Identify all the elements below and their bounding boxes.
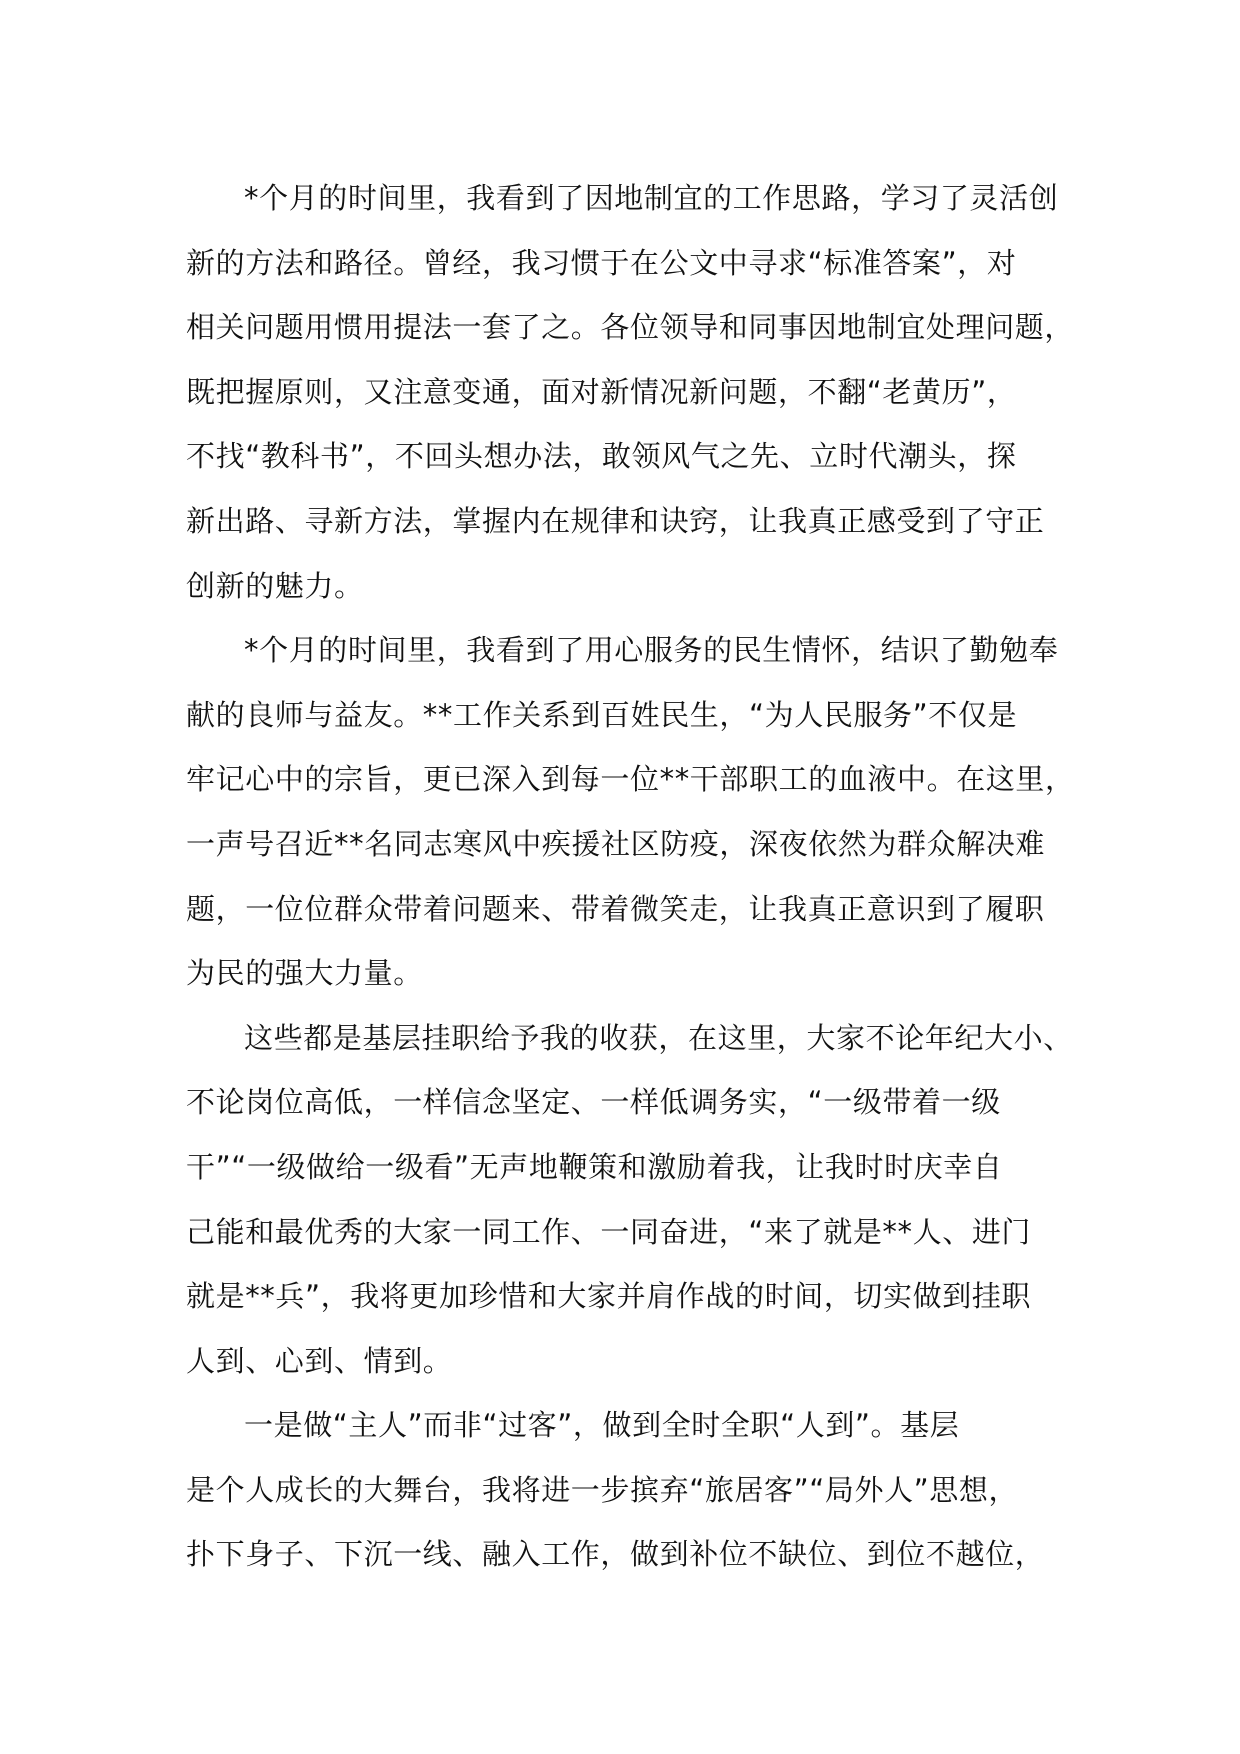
paragraph-3-line-1: 这些都是基层挂职给予我的收获，在这里，大家不论年纪大小、 [244, 1020, 1073, 1055]
paragraph-3-line-6: 人到、心到、情到。 [186, 1343, 453, 1378]
paragraph-3-line-3: 干”“一级做给一级看”无声地鞭策和激励着我，让我时时庆幸自 [186, 1149, 1003, 1184]
paragraph-1-line-7: 创新的魅力。 [186, 568, 364, 603]
paragraph-2-line-3: 牢记心中的宗旨，更已深入到每一位**干部职工的血液中。在这里， [186, 762, 1075, 797]
paragraph-4-line-2: 是个人成长的大舞台，我将进一步摈弃“旅居客”“局外人”思想， [186, 1472, 1019, 1507]
paragraph-2-line-2: 献的良师与益友。**工作关系到百姓民生，“为人民服务”不仅是 [186, 697, 1018, 732]
document-body [186, 166, 1086, 1587]
paragraph-3-line-2: 不论岗位高低，一样信念坚定、一样低调务实，“一级带着一级 [186, 1085, 1001, 1120]
paragraph-1-line-6: 新出路、寻新方法，掌握内在规律和诀窍，让我真正感受到了守正 [186, 503, 1045, 538]
paragraph-1-line-1: *个月的时间里，我看到了因地制宜的工作思路，学习了灵活创 [244, 181, 1059, 215]
paragraph-1-line-2: 新的方法和路径。曾经，我习惯于在公文中寻求“标准答案”，对 [186, 245, 1017, 280]
paragraph-3-line-4: 己能和最优秀的大家一同工作、一同奋进，“来了就是**人、进门 [186, 1214, 1032, 1249]
paragraph-1-line-3: 相关问题用惯用提法一套了之。各位领导和同事因地制宜处理问题， [186, 310, 1075, 345]
paragraph-4-line-1: 一是做“主人”而非“过客”，做到全时全职“人到”。基层 [244, 1408, 960, 1443]
paragraph-1-line-4: 既把握原则，又注意变通，面对新情况新问题，不翻“老黄历”， [186, 374, 1017, 409]
paragraph-2-line-5: 题，一位位群众带着问题来、带着微笑走，让我真正意识到了履职 [186, 891, 1045, 926]
paragraph-2-line-1: *个月的时间里，我看到了用心服务的民生情怀，结识了勤勉奉 [244, 633, 1059, 668]
paragraph-1-line-5: 不找“教科书”，不回头想办法，敢领风气之先、立时代潮头，探 [186, 439, 1017, 474]
paragraph-3-line-5: 就是**兵”，我将更加珍惜和大家并肩作战的时间，切实做到挂职 [186, 1279, 1032, 1314]
paragraph-2-line-6: 为民的强大力量。 [186, 956, 423, 991]
paragraph-4-line-3: 扑下身子、下沉一线、融入工作，做到补位不缺位、到位不越位， [186, 1537, 1045, 1572]
paragraph-2-line-4: 一声号召近**名同志寒风中疾援社区防疫，深夜依然为群众解决难 [186, 826, 1046, 861]
